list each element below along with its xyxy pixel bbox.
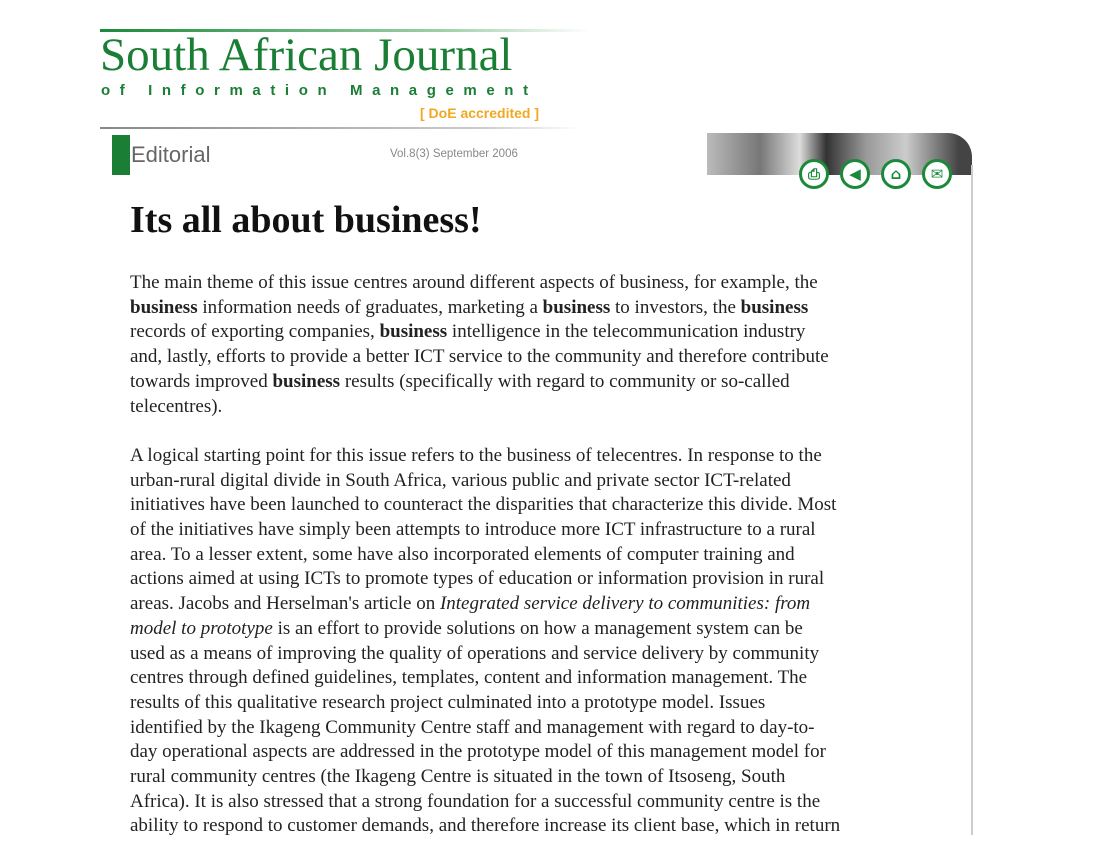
section-marker [112,135,130,175]
text-line [130,395,970,420]
text-line [130,691,970,716]
text: to investors, the [610,296,741,318]
home-icon[interactable]: ⌂ [881,159,911,189]
text: is an effort to provide solutions on how a management system can be [272,617,803,639]
text: information needs of graduates, marketing a [197,296,543,318]
text: telecentres). [130,395,223,417]
accreditation-label: [ DoE accredited ] [420,105,540,121]
text: ability to respond to customer demands, and therefore increase its client base, which in return [130,815,841,837]
bold-text: business [130,296,198,318]
text-line [130,444,970,469]
text-line [130,469,970,494]
italic-text: Integrated service delivery to communities: from [439,593,811,615]
text: The main theme of this issue centres around different aspects of business, for example, the [130,272,818,293]
article-body [130,271,970,864]
journal-logo-subtitle: of Information Management [101,82,538,99]
text-line [130,370,970,395]
text: and, lastly, efforts to provide a better ICT service to the community and therefore contribute [130,346,829,368]
text: of the initiatives have simply been attempts to introduce more ICT infrastructure to a rural [130,519,816,541]
text-line [130,320,970,345]
bold-text: business [379,321,448,343]
bold-text: business [740,296,809,318]
issue-info: Vol.8(3) September 2006 [390,148,518,160]
text: records of exporting companies, [130,321,380,343]
text: Africa). It is also stressed that a strong foundation for a successful community centre is the [130,790,821,812]
text: towards improved [130,370,273,392]
section-label: Editorial [131,142,211,167]
text: results (specifically with regard to community or so-called [340,370,790,392]
bold-text: business [272,370,341,392]
nav-icons [799,159,952,189]
text: area. To a lesser extent, some have also incorporated elements of computer training and [130,543,795,565]
paragraph [130,444,970,839]
text: results of this qualitative research project culminated into a prototype model. Issues [130,691,766,713]
text: centres through defined guidelines, templates, content and information management. The [130,667,808,689]
paragraph [130,271,970,419]
print-icon[interactable]: ⎙ [799,159,829,189]
text: used as a means of improving the quality of operations and service delivery by community [130,642,820,664]
text-line [130,543,970,568]
article-title: Its all about business! [130,199,482,241]
back-icon[interactable]: ◀ [840,159,870,189]
text-line [130,345,970,370]
text-line [130,740,970,765]
text-line [130,765,970,790]
page-border [971,165,973,835]
text: day operational aspects are addressed in the prototype model of this management model for [130,741,826,763]
text-line [130,790,970,815]
text: rural community centres (the Ikageng Centre is situated in the town of Itsoseng, South [130,766,786,788]
text-line [130,567,970,592]
text-line [130,493,970,518]
journal-logo-title: South African Journal [100,29,513,81]
italic-text: model to prototype [130,617,273,639]
text: actions aimed at using ICTs to promote types of education or information provision in rural [130,568,825,590]
text-line [130,518,970,543]
text-line [130,271,970,296]
text-line [130,666,970,691]
text: identified by the Ikageng Community Centre staff and management with regard to day-to- [130,716,815,738]
text-line [130,642,970,667]
bold-text: business [542,296,611,318]
text: initiatives have been launched to counteract the disparities that characterize this divide. Most [130,494,837,516]
text: intelligence in the telecommunication industry [447,321,806,343]
text-line [130,296,970,321]
email-icon[interactable]: ✉ [922,159,952,189]
text: urban-rural digital divide in South Africa, various public and private sector ICT-related [130,469,791,491]
text-line [130,617,970,642]
text: A logical starting point for this issue refers to the business of telecentres. In response to the [130,444,822,466]
header-divider [100,127,580,129]
text-line [130,592,970,617]
text-line [130,814,970,839]
text-line [130,716,970,741]
text: areas. Jacobs and Herselman's article on [130,593,440,615]
